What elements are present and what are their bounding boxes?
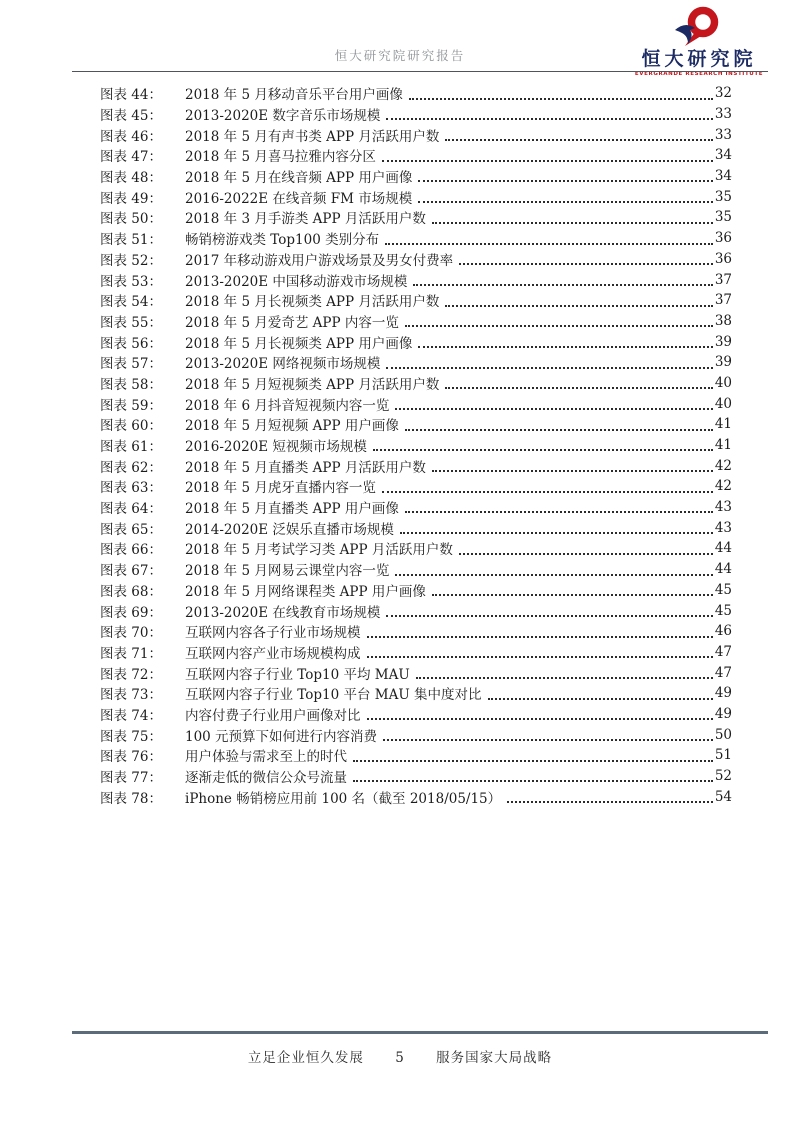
figure-title: 互联网内容子行业 Top10 平均 MAU [185, 666, 410, 683]
toc-entry[interactable] [100, 311, 732, 332]
figure-page-number: 33 [714, 126, 732, 143]
figure-title: 2018 年 5 月短视频 APP 用户画像 [185, 418, 399, 435]
dot-leader [383, 739, 713, 741]
figure-title: 用户体验与需求至上的时代 [185, 749, 347, 766]
dot-leader [416, 677, 713, 679]
figure-title: 逐渐走低的微信公众号流量 [185, 770, 347, 787]
figure-title: 互联网内容各子行业市场规模 [185, 625, 361, 642]
dot-leader [405, 325, 713, 327]
dot-leader [445, 387, 712, 389]
figure-page-number: 45 [714, 581, 732, 598]
figure-label: 图表 73： [100, 687, 162, 704]
toc-entry[interactable] [100, 662, 732, 683]
figure-title: 畅销榜游戏类 Top100 类别分布 [185, 232, 380, 249]
toc-entry[interactable] [100, 724, 732, 745]
footer-slogan-left: 立足企业恒久发展 [247, 1050, 364, 1066]
figure-label: 图表 46： [100, 128, 162, 145]
toc-entry[interactable] [100, 517, 732, 538]
figure-label: 图表 54： [100, 294, 162, 311]
figure-page-number: 52 [714, 768, 732, 785]
figure-label: 图表 57： [100, 356, 162, 373]
figure-title: 2018 年 5 月短视频类 APP 月活跃用户数 [185, 376, 440, 393]
figure-page-number: 49 [714, 685, 732, 702]
dot-leader [367, 718, 713, 720]
figure-title: 内容付费子行业用户画像对比 [185, 707, 361, 724]
dot-leader [400, 532, 713, 534]
figure-label: 图表 70： [100, 625, 162, 642]
figure-title: 2018 年 5 月网络课程类 APP 用户画像 [185, 583, 426, 600]
figure-page-number: 38 [714, 312, 732, 329]
figure-page-number: 41 [714, 416, 732, 433]
figure-title: 2017 年移动游戏用户游戏场景及男女付费率 [185, 252, 454, 269]
figure-page-number: 45 [714, 602, 732, 619]
figure-label: 图表 65： [100, 521, 162, 538]
figure-label: 图表 52： [100, 252, 162, 269]
logo-name-en: EVERGRANDE RESEARCH INSTITUTE [634, 71, 764, 77]
toc-entry[interactable] [100, 455, 732, 476]
figure-label: 图表 59： [100, 397, 162, 414]
figure-page-number: 50 [714, 726, 732, 743]
evergrande-logo-icon [673, 6, 725, 50]
figure-title: 2018 年 5 月有声书类 APP 月活跃用户数 [185, 128, 440, 145]
figure-page-number: 39 [714, 354, 732, 371]
figure-page-number: 42 [714, 478, 732, 495]
figure-title: 2018 年 5 月在线音频 APP 用户画像 [185, 170, 413, 187]
figure-label: 图表 44： [100, 87, 162, 104]
dot-leader [395, 574, 712, 576]
figure-page-number: 37 [714, 292, 732, 309]
dot-leader [373, 449, 713, 451]
figure-title: 2016-2022E 在线音频 FM 市场规模 [185, 190, 413, 207]
toc-entry[interactable] [100, 124, 732, 145]
toc-entry[interactable] [100, 207, 732, 228]
footer [0, 1046, 800, 1066]
dot-leader [395, 408, 712, 410]
figure-page-number: 34 [714, 168, 732, 185]
figure-page-number: 47 [714, 643, 732, 660]
figure-label: 图表 71： [100, 645, 162, 662]
figure-page-number: 39 [714, 333, 732, 350]
figure-page-number: 40 [714, 374, 732, 391]
figure-page-number: 42 [714, 457, 732, 474]
dot-leader [405, 511, 713, 513]
figure-label: 图表 61： [100, 439, 162, 456]
figure-page-number: 43 [714, 499, 732, 516]
toc-entry[interactable] [100, 166, 732, 187]
figure-label: 图表 72： [100, 666, 162, 683]
figure-page-number: 33 [714, 106, 732, 123]
figure-label: 图表 62： [100, 459, 162, 476]
toc-entry[interactable] [100, 600, 732, 621]
figure-title: 互联网内容子行业 Top10 平台 MAU 集中度对比 [185, 687, 482, 704]
dot-leader [386, 367, 712, 369]
toc-entry[interactable] [100, 621, 732, 642]
dot-leader [432, 222, 713, 224]
toc-entry[interactable] [100, 145, 732, 166]
dot-leader [409, 98, 713, 100]
figure-title: 2018 年 3 月手游类 APP 月活跃用户数 [185, 211, 426, 228]
dot-leader [459, 553, 713, 555]
figure-page-number: 36 [714, 250, 732, 267]
figure-title: 2018 年 5 月虎牙直播内容一览 [185, 480, 376, 497]
toc-entry[interactable] [100, 559, 732, 580]
figure-page-number: 49 [714, 705, 732, 722]
toc-entry[interactable] [100, 497, 732, 518]
dot-leader [432, 594, 713, 596]
figure-label: 图表 75： [100, 728, 162, 745]
logo-name-cn: 恒大研究院 [641, 48, 757, 70]
toc-entry[interactable] [100, 786, 732, 807]
toc-entry[interactable] [100, 580, 732, 601]
dot-leader [385, 243, 713, 245]
figure-label: 图表 64： [100, 501, 162, 518]
figure-label: 图表 67： [100, 563, 162, 580]
footer-divider [72, 1031, 768, 1034]
dot-leader [353, 760, 713, 762]
figure-page-number: 43 [714, 519, 732, 536]
dot-leader [405, 429, 713, 431]
figure-label: 图表 51： [100, 232, 162, 249]
figure-title: 2018 年 5 月直播类 APP 用户画像 [185, 501, 399, 518]
evergrande-logo [628, 6, 770, 77]
figure-label: 图表 66： [100, 542, 162, 559]
figure-label: 图表 76： [100, 749, 162, 766]
figure-title: 2018 年 5 月爱奇艺 APP 内容一览 [185, 314, 399, 331]
figure-label: 图表 48： [100, 170, 162, 187]
figure-title: 2013-2020E 中国移动游戏市场规模 [185, 273, 408, 290]
figure-title: 2018 年 5 月直播类 APP 月活跃用户数 [185, 459, 426, 476]
toc-entry[interactable] [100, 435, 732, 456]
toc-entry[interactable] [100, 745, 732, 766]
figure-label: 图表 69： [100, 604, 162, 621]
toc-entry[interactable] [100, 249, 732, 270]
dot-leader [459, 263, 713, 265]
dot-leader [418, 346, 712, 348]
figure-page-number: 36 [714, 230, 732, 247]
dot-leader [386, 118, 712, 120]
footer-slogan-right: 服务国家大局战略 [436, 1050, 553, 1066]
figure-title: iPhone 畅销榜应用前 100 名（截至 2018/05/15） [185, 790, 502, 807]
figure-label: 图表 68： [100, 583, 162, 600]
figure-title: 互联网内容产业市场规模构成 [185, 645, 361, 662]
dot-leader [418, 201, 713, 203]
toc-list [100, 83, 732, 807]
figure-label: 图表 77： [100, 770, 162, 787]
toc-entry[interactable] [100, 393, 732, 414]
dot-leader [445, 139, 712, 141]
dot-leader [445, 305, 712, 307]
figure-label: 图表 78： [100, 790, 162, 807]
toc-entry[interactable] [100, 538, 732, 559]
toc-entry[interactable] [100, 331, 732, 352]
figure-page-number: 47 [714, 664, 732, 681]
toc-entry[interactable] [100, 228, 732, 249]
dot-leader [432, 470, 713, 472]
figure-page-number: 34 [714, 147, 732, 164]
toc-entry[interactable] [100, 476, 732, 497]
figure-title: 2013-2020E 在线教育市场规模 [185, 604, 381, 621]
figure-title: 2018 年 5 月喜马拉雅内容分区 [185, 149, 376, 166]
dot-leader [488, 698, 713, 700]
figure-label: 图表 74： [100, 707, 162, 724]
toc-entry[interactable] [100, 104, 732, 125]
dot-leader [418, 180, 712, 182]
report-header-label: 恒大研究院研究报告 [334, 48, 466, 63]
figure-page-number: 35 [714, 209, 732, 226]
figure-label: 图表 58： [100, 376, 162, 393]
toc-entry[interactable] [100, 352, 732, 373]
figure-title: 2013-2020E 网络视频市场规模 [185, 356, 381, 373]
figure-label: 图表 50： [100, 211, 162, 228]
header-divider [72, 71, 768, 72]
figure-page-number: 54 [714, 788, 732, 805]
figure-page-number: 40 [714, 395, 732, 412]
dot-leader [413, 284, 712, 286]
figure-title: 2018 年 6 月抖音短视频内容一览 [185, 397, 390, 414]
toc-entry[interactable] [100, 704, 732, 725]
figure-title: 2018 年 5 月移动音乐平台用户画像 [185, 87, 403, 104]
figure-title: 2016-2020E 短视频市场规模 [185, 439, 367, 456]
dot-leader [382, 491, 713, 493]
figure-title: 2014-2020E 泛娱乐直播市场规模 [185, 521, 394, 538]
figure-label: 图表 63： [100, 480, 162, 497]
figure-page-number: 35 [714, 188, 732, 205]
toc-entry[interactable] [100, 766, 732, 787]
figure-title: 2018 年 5 月网易云课堂内容一览 [185, 563, 390, 580]
toc-entry[interactable] [100, 683, 732, 704]
toc-entry[interactable] [100, 269, 732, 290]
dot-leader [367, 656, 713, 658]
figure-label: 图表 55： [100, 314, 162, 331]
figure-page-number: 32 [714, 85, 732, 102]
figure-page-number: 41 [714, 437, 732, 454]
toc-entry[interactable] [100, 186, 732, 207]
figure-title: 2018 年 5 月长视频类 APP 月活跃用户数 [185, 294, 440, 311]
figure-label: 图表 53： [100, 273, 162, 290]
figure-title: 2018 年 5 月长视频类 APP 用户画像 [185, 335, 413, 352]
figure-label: 图表 49： [100, 190, 162, 207]
figure-page-number: 44 [714, 561, 732, 578]
figure-page-number: 44 [714, 540, 732, 557]
toc-entry[interactable] [100, 414, 732, 435]
figure-page-number: 46 [714, 623, 732, 640]
dot-leader [353, 780, 713, 782]
figure-label: 图表 47： [100, 149, 162, 166]
toc-entry[interactable] [100, 373, 732, 394]
figure-title: 2018 年 5 月考试学习类 APP 月活跃用户数 [185, 542, 453, 559]
figure-label: 图表 45： [100, 108, 162, 125]
figure-page-number: 37 [714, 271, 732, 288]
footer-page-number: 5 [395, 1050, 405, 1066]
figure-label: 图表 60： [100, 418, 162, 435]
figure-title: 2013-2020E 数字音乐市场规模 [185, 108, 381, 125]
dot-leader [507, 801, 713, 803]
dot-leader [367, 636, 713, 638]
figure-title: 100 元预算下如何进行内容消费 [185, 728, 378, 745]
toc-entry[interactable] [100, 290, 732, 311]
toc-entry[interactable] [100, 642, 732, 663]
figure-label: 图表 56： [100, 335, 162, 352]
toc-entry[interactable] [100, 83, 732, 104]
dot-leader [386, 615, 712, 617]
dot-leader [382, 160, 713, 162]
figure-page-number: 51 [714, 747, 732, 764]
